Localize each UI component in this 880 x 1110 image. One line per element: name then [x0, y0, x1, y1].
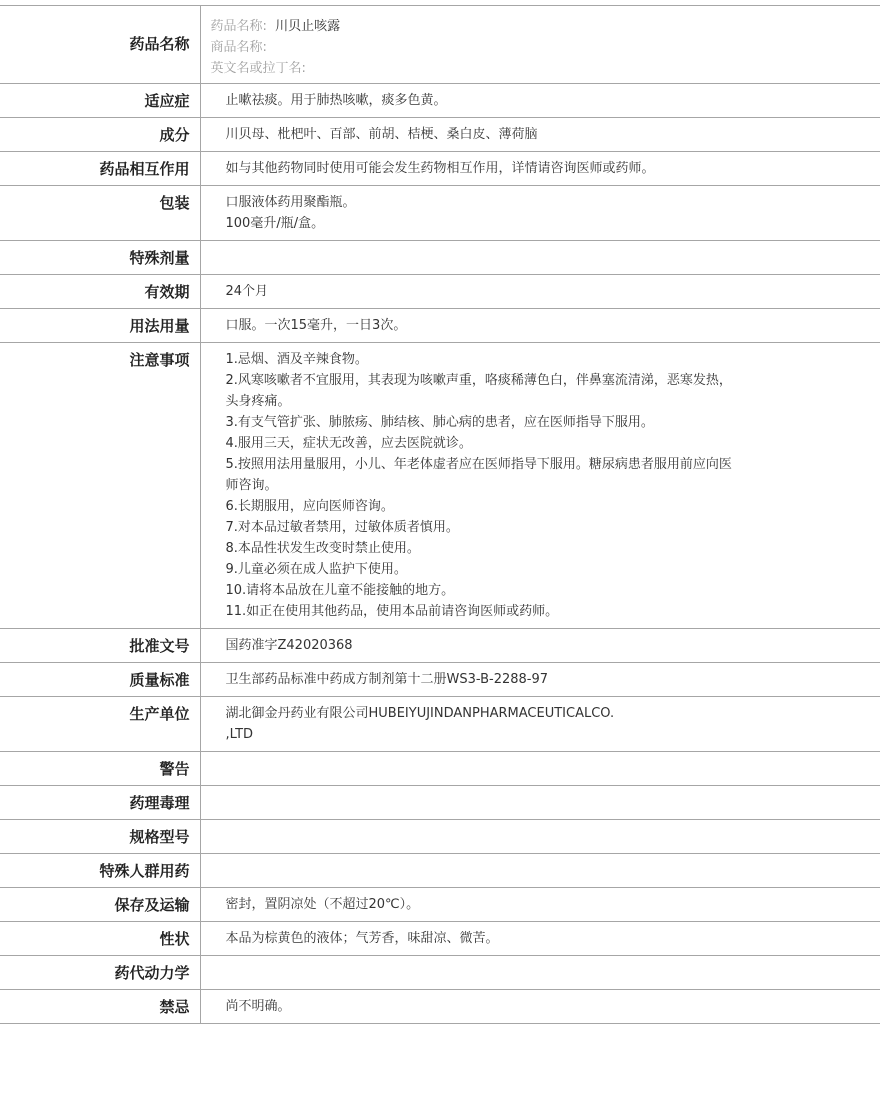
value-line: 止嗽祛痰。用于肺热咳嗽，痰多色黄。: [225, 93, 447, 108]
row-label: 注意事项: [0, 343, 200, 629]
precaution-line: 3.有支气管扩张、肺脓疡、肺结核、肺心病的患者，应在医师指导下服用。: [225, 415, 654, 430]
row-special-populations: [0, 854, 880, 888]
row-value: [200, 786, 880, 820]
row-label: 特殊人群用药: [0, 854, 200, 888]
value-line: 卫生部药品标准中药成方制剂第十二册WS3-B-2288-97: [225, 672, 549, 687]
value-line: 国药准字Z42020368: [225, 638, 353, 653]
row-value: [200, 343, 880, 629]
row-specification-model: [0, 820, 880, 854]
value-line: 100毫升/瓶/盒。: [225, 216, 325, 231]
row-indications: [0, 84, 880, 118]
generic-name-label: 药品名称:: [210, 19, 267, 34]
row-special-dosage: [0, 241, 880, 275]
row-pharmacokinetics: [0, 956, 880, 990]
names-cell: [200, 6, 880, 84]
row-label: 有效期: [0, 275, 200, 309]
precaution-line: 4.服用三天，症状无改善，应去医院就诊。: [225, 436, 472, 451]
row-value: [200, 820, 880, 854]
row-value: [200, 186, 880, 241]
row-properties: [0, 922, 880, 956]
row-value: [200, 241, 880, 275]
value-line: 尚不明确。: [225, 999, 291, 1014]
row-label: 药代动力学: [0, 956, 200, 990]
value-line: 口服液体药用聚酯瓶。: [225, 195, 356, 210]
row-label: 规格型号: [0, 820, 200, 854]
row-label: 保存及运输: [0, 888, 200, 922]
row-drug-names: [0, 6, 880, 84]
row-label: 适应症: [0, 84, 200, 118]
latin-name-label: 英文名或拉丁名:: [210, 61, 306, 76]
row-value: [200, 629, 880, 663]
row-value: [200, 956, 880, 990]
value-line: 本品为棕黄色的液体；气芳香，味甜凉、微苦。: [225, 931, 499, 946]
row-label: 批准文号: [0, 629, 200, 663]
precaution-line: 10.请将本品放在儿童不能接触的地方。: [225, 583, 455, 598]
row-value: [200, 697, 880, 752]
precaution-line: 2.风寒咳嗽者不宜服用，其表现为咳嗽声重，咯痰稀薄色白，伴鼻塞流清涕，恶寒发热，: [225, 373, 732, 388]
latin-name-line: [211, 58, 880, 79]
precaution-line: 6.长期服用，应向医师咨询。: [225, 499, 394, 514]
row-drug-interactions: [0, 152, 880, 186]
row-label: 包装: [0, 186, 200, 241]
value-line: ,LTD: [225, 727, 254, 742]
row-label: 质量标准: [0, 663, 200, 697]
precaution-line: 7.对本品过敏者禁用，过敏体质者慎用。: [225, 520, 459, 535]
precaution-line: 师咨询。: [225, 478, 278, 493]
row-manufacturer: [0, 697, 880, 752]
row-label: 用法用量: [0, 309, 200, 343]
row-label: 药品相互作用: [0, 152, 200, 186]
row-usage-dosage: [0, 309, 880, 343]
row-label: 药理毒理: [0, 786, 200, 820]
value-line: 24个月: [225, 284, 269, 299]
row-label: 药品名称: [0, 6, 200, 84]
row-storage-transport: [0, 888, 880, 922]
row-value: [200, 854, 880, 888]
row-quality-standard: [0, 663, 880, 697]
row-value: [200, 152, 880, 186]
row-value: [200, 84, 880, 118]
row-value: [200, 922, 880, 956]
row-label: 特殊剂量: [0, 241, 200, 275]
row-approval-number: [0, 629, 880, 663]
precaution-line: 头身疼痛。: [225, 394, 291, 409]
drug-spec-table: [0, 5, 880, 1024]
row-label: 警告: [0, 752, 200, 786]
row-value: [200, 663, 880, 697]
value-line: 川贝母、枇杷叶、百部、前胡、桔梗、桑白皮、薄荷脑: [225, 127, 538, 142]
row-value: [200, 118, 880, 152]
row-packaging: [0, 186, 880, 241]
precaution-line: 1.忌烟、酒及辛辣食物。: [225, 352, 368, 367]
row-warning: [0, 752, 880, 786]
precaution-line: 9.儿童必须在成人监护下使用。: [225, 562, 407, 577]
row-precautions: [0, 343, 880, 629]
value-line: 湖北御金丹药业有限公司HUBEIYUJINDANPHARMACEUTICALCO.: [225, 706, 615, 721]
value-line: 如与其他药物同时使用可能会发生药物相互作用，详情请咨询医师或药师。: [225, 161, 655, 176]
generic-name-line: [211, 16, 880, 37]
trade-name-label: 商品名称:: [210, 40, 267, 55]
row-value: [200, 309, 880, 343]
generic-name-value: 川贝止咳露: [275, 19, 341, 34]
row-value: [200, 888, 880, 922]
row-label: 禁忌: [0, 990, 200, 1024]
row-value: [200, 275, 880, 309]
row-ingredients: [0, 118, 880, 152]
row-value: [200, 752, 880, 786]
value-line: 口服。一次15毫升，一日3次。: [225, 318, 407, 333]
row-pharmacology-toxicology: [0, 786, 880, 820]
row-label: 性状: [0, 922, 200, 956]
value-line: 密封，置阴凉处（不超过20℃）。: [225, 897, 420, 912]
precaution-line: 5.按照用法用量服用，小儿、年老体虚者应在医师指导下服用。糖尿病患者服用前应向医: [225, 457, 732, 472]
precaution-line: 8.本品性状发生改变时禁止使用。: [225, 541, 420, 556]
row-label: 成分: [0, 118, 200, 152]
row-label: 生产单位: [0, 697, 200, 752]
row-shelf-life: [0, 275, 880, 309]
trade-name-line: [211, 37, 880, 58]
row-value: [200, 990, 880, 1024]
precaution-line: 11.如正在使用其他药品，使用本品前请咨询医师或药师。: [225, 604, 559, 619]
row-contraindications: [0, 990, 880, 1024]
